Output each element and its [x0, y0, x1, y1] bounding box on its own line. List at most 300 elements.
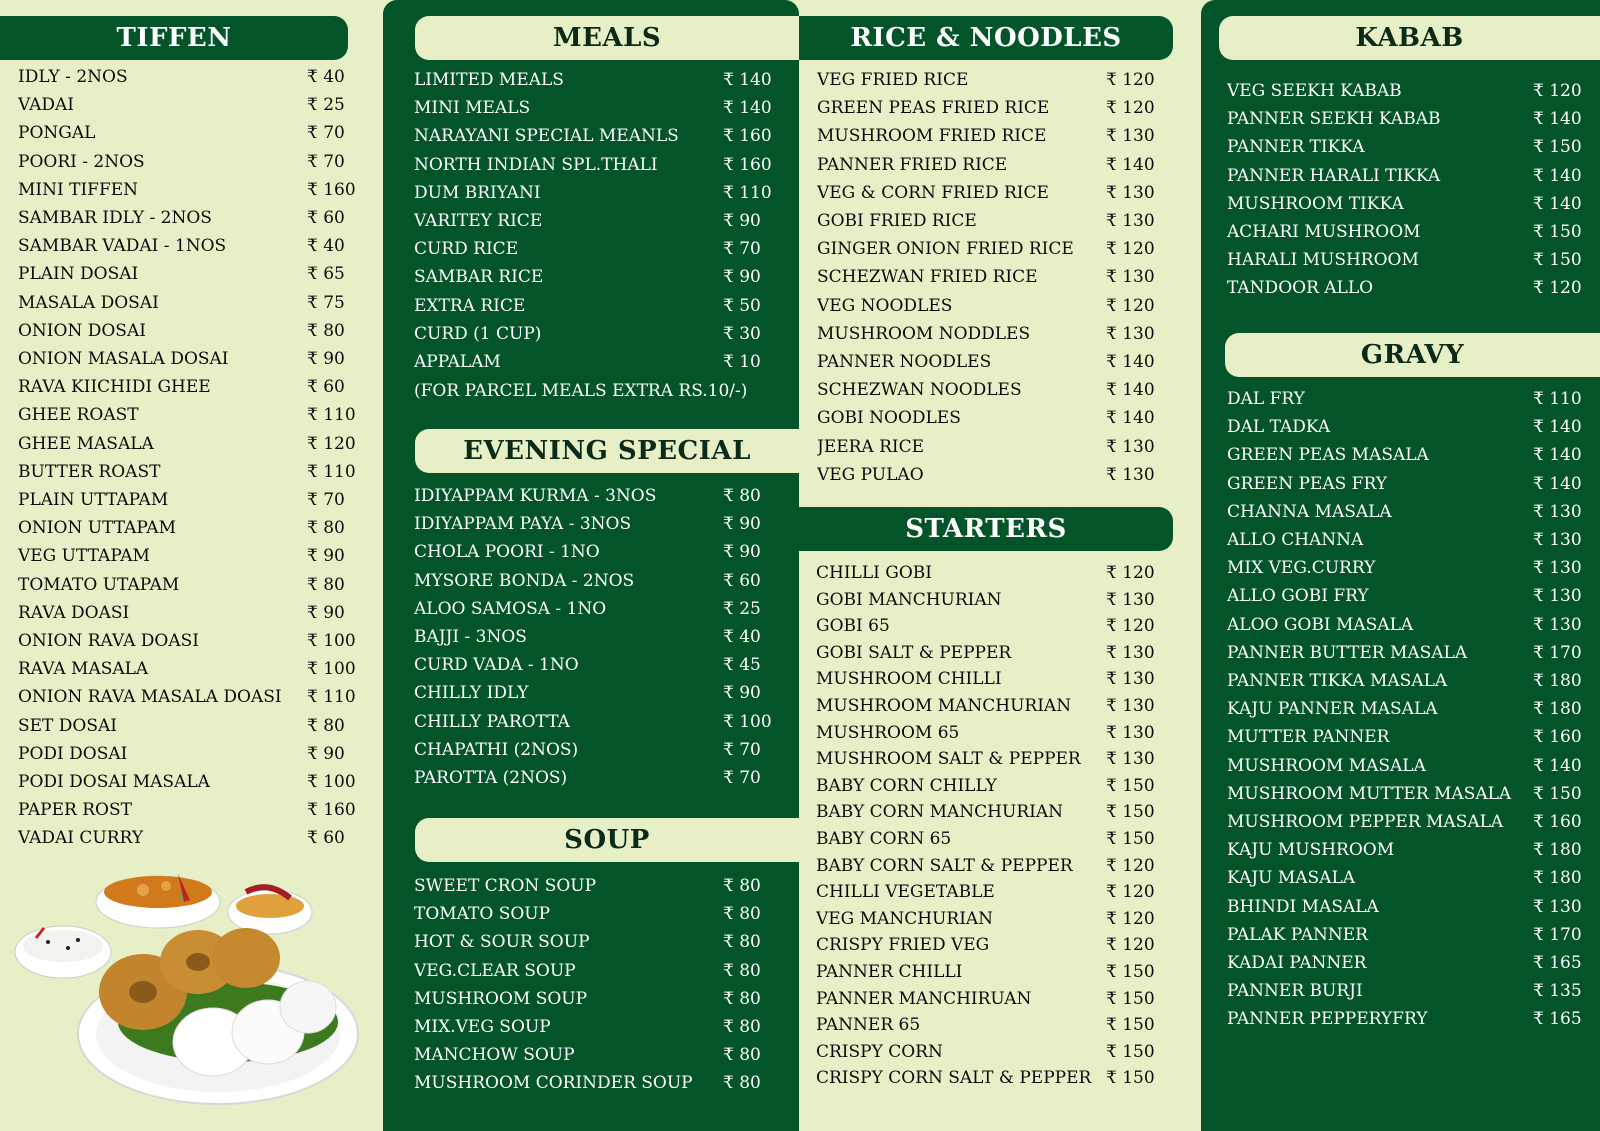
menu-item [414, 68, 779, 92]
menu-item-name: VEG PULAO [817, 464, 924, 485]
menu-item-name: PANNER BURJI [1227, 981, 1363, 1002]
menu-item-name: MUSHROOM SOUP [414, 988, 588, 1009]
menu-item-price: ₹ 165 [1533, 953, 1582, 973]
menu-item [1227, 584, 1589, 608]
menu-item-price: ₹ 100 [307, 772, 356, 792]
menu-item-price: ₹ 140 [723, 70, 772, 90]
menu-item [816, 827, 1162, 851]
menu-item-price: ₹ 140 [1533, 755, 1582, 776]
menu-item [817, 124, 1162, 148]
menu-item-name: DUM BRIYANI [414, 182, 541, 203]
menu-item [816, 880, 1162, 904]
menu-item-price: ₹ 130 [1106, 589, 1155, 610]
menu-item-price: ₹ 120 [1106, 98, 1155, 119]
gravy-list [1227, 387, 1589, 1037]
menu-item-price: ₹ 140 [1533, 193, 1582, 214]
menu-item-name: RAVA MASALA [18, 659, 149, 680]
menu-item-name: MYSORE BONDA - 2NOS [414, 570, 635, 591]
menu-item-name: GREEN PEAS MASALA [1227, 445, 1429, 466]
menu-item-name: CURD (1 CUP) [414, 323, 542, 344]
menu-item [414, 1043, 779, 1067]
menu-item [18, 629, 363, 653]
menu-item-name: RAVA KIICHIDI GHEE [18, 377, 211, 398]
menu-item-price: ₹ 80 [723, 486, 761, 506]
idly-vada-plate-icon [8, 862, 360, 1112]
menu-item [816, 641, 1162, 665]
menu-item-name: SET DOSAI [18, 715, 118, 736]
menu-item-price: ₹ 130 [1106, 267, 1155, 288]
menu-item [1227, 248, 1589, 272]
menu-item-price: ₹ 140 [1533, 165, 1582, 186]
menu-item-price: ₹ 130 [1533, 530, 1582, 550]
menu-item [1227, 556, 1589, 580]
menu-item-price: ₹ 140 [1533, 445, 1582, 466]
menu-item-price: ₹ 40 [307, 236, 345, 257]
menu-item-price: ₹ 120 [1106, 616, 1155, 637]
menu-item-name: MASALA DOSAI [18, 292, 159, 313]
menu-item-name: BABY CORN CHILLY [816, 775, 997, 796]
menu-item-price: ₹ 100 [307, 659, 356, 680]
menu-item-price: ₹ 25 [723, 598, 761, 619]
menu-item-price: ₹ 80 [723, 1045, 761, 1066]
menu-item [18, 403, 363, 427]
menu-item [18, 460, 363, 484]
menu-item [816, 694, 1162, 718]
menu-item [18, 262, 363, 286]
menu-item-name: MUSHROOM TIKKA [1227, 193, 1404, 214]
menu-item [816, 667, 1162, 691]
menu-item [414, 153, 779, 177]
menu-item [1227, 951, 1589, 975]
menu-item-price: ₹ 135 [1533, 981, 1582, 1002]
menu-item-price: ₹ 90 [307, 349, 345, 369]
menu-item [816, 1040, 1162, 1064]
menu-item-name: PAROTTA (2NOS) [414, 768, 568, 788]
menu-item-price: ₹ 160 [307, 179, 356, 200]
menu-item [817, 96, 1162, 120]
menu-item [18, 770, 363, 794]
menu-item [1227, 669, 1589, 693]
menu-item-price: ₹ 90 [307, 546, 345, 567]
menu-item-name: MUSHROOM MASALA [1227, 755, 1426, 776]
menu-item-price: ₹ 50 [723, 295, 761, 316]
menu-item-name: ALOO GOBI MASALA [1227, 614, 1414, 635]
menu-item-name: PANNER BUTTER MASALA [1227, 642, 1468, 663]
menu-item [1227, 79, 1589, 103]
menu-item-price: ₹ 160 [723, 154, 772, 175]
menu-item-price: ₹ 180 [1533, 868, 1582, 889]
menu-item-name: VEG & CORN FRIED RICE [817, 182, 1049, 203]
menu-item-price: ₹ 80 [723, 876, 761, 896]
menu-item-price: ₹ 80 [723, 904, 761, 925]
menu-item [18, 685, 363, 709]
menu-item [414, 653, 779, 677]
menu-item [816, 987, 1162, 1011]
menu-item-price: ₹ 160 [1533, 812, 1582, 832]
menu-item-price: ₹ 60 [723, 570, 761, 591]
menu-item-name: PANNER NOODLES [817, 352, 992, 372]
menu-item-name: CURD VADA - 1NO [414, 655, 579, 676]
menu-item-name: HARALI MUSHROOM [1227, 250, 1419, 271]
menu-item [816, 721, 1162, 745]
menu-item-price: ₹ 140 [1533, 473, 1582, 494]
menu-item-name: PODI DOSAI [18, 743, 128, 764]
menu-item [1227, 838, 1589, 862]
menu-item-name: CHILLI GOBI [816, 563, 932, 583]
menu-item-price: ₹ 110 [1533, 389, 1582, 409]
menu-item-name: CRISPY CORN [816, 1041, 943, 1062]
menu-item [1227, 276, 1589, 300]
menu-item [1227, 725, 1589, 749]
menu-item [1227, 613, 1589, 637]
menu-item-price: ₹ 80 [723, 960, 761, 981]
menu-item-price: ₹ 150 [1533, 222, 1582, 242]
menu-item [414, 930, 779, 954]
menu-item-name: CHILLY PAROTTA [414, 711, 570, 732]
menu-item-price: ₹ 160 [723, 126, 772, 147]
menu-item-price: ₹ 80 [307, 320, 345, 341]
menu-item [414, 237, 779, 261]
menu-item-price: ₹ 40 [307, 67, 345, 87]
menu-item-price: ₹ 30 [723, 323, 761, 344]
menu-item-price: ₹ 140 [1533, 417, 1582, 438]
rice-noodles-header: RICE & NOODLES [799, 16, 1173, 60]
menu-item-price: ₹ 120 [1106, 563, 1155, 583]
menu-item [18, 347, 363, 371]
menu-item [1227, 472, 1589, 496]
starters-header: STARTERS [799, 507, 1173, 551]
menu-item-price: ₹ 90 [723, 683, 761, 704]
menu-item-name: VEG FRIED RICE [817, 70, 969, 90]
menu-item [414, 209, 779, 233]
menu-item [18, 93, 363, 117]
menu-item [1227, 754, 1589, 778]
menu-item-price: ₹ 120 [1106, 908, 1155, 929]
menu-item [1227, 415, 1589, 439]
menu-item-name: VEG UTTAPAM [18, 546, 150, 567]
menu-item-name: PANNER MANCHIRUAN [816, 988, 1032, 1009]
menu-item-name: CHOLA POORI - 1NO [414, 542, 600, 563]
menu-item-name: MIX.VEG SOUP [414, 1017, 551, 1037]
menu-item [816, 614, 1162, 638]
menu-item-name: VEG NOODLES [817, 295, 953, 316]
menu-item-name: BABY CORN MANCHURIAN [816, 802, 1063, 823]
menu-item-price: ₹ 150 [1533, 137, 1582, 158]
menu-item [817, 406, 1162, 430]
menu-item-name: SAMBAR RICE [414, 267, 544, 288]
menu-item-name: NORTH INDIAN SPL.THALI [414, 154, 658, 175]
menu-item [414, 959, 779, 983]
menu-item [18, 121, 363, 145]
menu-item-price: ₹ 150 [1533, 250, 1582, 271]
menu-item-price: ₹ 65 [307, 264, 345, 285]
menu-item-name: IDIYAPPAM KURMA - 3NOS [414, 486, 657, 506]
menu-item-name: BABY CORN 65 [816, 829, 952, 849]
menu-item-price: ₹ 110 [307, 461, 356, 482]
menu-item-price: ₹ 80 [307, 715, 345, 736]
menu-item [18, 516, 363, 540]
menu-item [414, 766, 779, 790]
menu-item-name: KADAI PANNER [1227, 953, 1367, 973]
menu-item-price: ₹ 130 [1533, 614, 1582, 635]
menu-item [18, 798, 363, 822]
menu-item-name: VEG.CLEAR SOUP [414, 960, 576, 981]
menu-item-price: ₹ 70 [723, 739, 761, 760]
menu-item-price: ₹ 150 [1106, 962, 1155, 982]
menu-item-name: GREEN PEAS FRIED RICE [817, 98, 1050, 119]
meals-list [414, 68, 779, 378]
menu-item [18, 65, 363, 89]
menu-item-price: ₹ 130 [1106, 464, 1155, 485]
menu-item-name: BAJJI - 3NOS [414, 627, 527, 647]
menu-item [817, 68, 1162, 92]
menu-item-name: BABY CORN SALT & PEPPER [816, 855, 1073, 876]
menu-item-price: ₹ 150 [1106, 802, 1155, 823]
menu-item-price: ₹ 120 [307, 433, 356, 454]
menu-item-name: VEG MANCHURIAN [816, 908, 994, 929]
menu-item-name: CHAPATHI (2NOS) [414, 739, 579, 760]
menu-item [18, 544, 363, 568]
menu-item-price: ₹ 80 [307, 518, 345, 539]
menu-item-name: GOBI 65 [816, 616, 890, 637]
menu-item-price: ₹ 80 [723, 988, 761, 1009]
menu-item [1227, 697, 1589, 721]
menu-item-name: GHEE MASALA [18, 433, 154, 454]
menu-item-name: DAL FRY [1227, 389, 1305, 409]
menu-item-name: CRISPY FRIED VEG [816, 935, 990, 956]
menu-item [414, 484, 779, 508]
menu-item-price: ₹ 140 [1106, 380, 1155, 401]
menu-item-name: APPALAM [414, 352, 501, 372]
menu-item-name: PANNER HARALI TIKKA [1227, 165, 1441, 186]
menu-item [816, 960, 1162, 984]
menu-item-price: ₹ 180 [1533, 699, 1582, 720]
menu-item [1227, 443, 1589, 467]
menu-item-name: PLAIN DOSAI [18, 264, 139, 285]
menu-item [18, 742, 363, 766]
kabab-header: KABAB [1219, 16, 1600, 60]
gravy-header: GRAVY [1225, 333, 1600, 377]
menu-item-name: PANNER SEEKH KABAB [1227, 109, 1441, 130]
menu-item-name: MUSHROOM NODDLES [817, 323, 1031, 344]
evening-special-header: EVENING SPECIAL [415, 429, 799, 473]
menu-item [817, 294, 1162, 318]
menu-item-name: MINI MEALS [414, 98, 531, 119]
menu-item-name: PANNER PEPPERYFRY [1227, 1009, 1428, 1030]
starters-list [816, 561, 1162, 1101]
menu-item-name: JEERA RICE [817, 436, 925, 457]
menu-item [816, 933, 1162, 957]
menu-item [414, 681, 779, 705]
meals-header: MEALS [415, 16, 799, 60]
menu-item-price: ₹ 130 [1106, 722, 1155, 743]
menu-item [816, 800, 1162, 824]
menu-item-name: CHANNA MASALA [1227, 501, 1392, 522]
menu-item [18, 826, 363, 850]
tiffen-header: TIFFEN [0, 16, 348, 60]
menu-item [414, 710, 779, 734]
menu-item-price: ₹ 140 [1106, 352, 1155, 372]
menu-item [414, 350, 779, 374]
menu-item [1227, 895, 1589, 919]
menu-item [1227, 192, 1589, 216]
menu-item [414, 512, 779, 536]
menu-item-price: ₹ 160 [307, 800, 356, 821]
menu-item-price: ₹ 70 [307, 123, 345, 144]
menu-item [414, 96, 779, 120]
menu-item-price: ₹ 120 [1533, 278, 1582, 299]
menu-item-price: ₹ 130 [1106, 182, 1155, 203]
menu-item-price: ₹ 120 [1106, 295, 1155, 316]
menu-item [18, 657, 363, 681]
menu-item [1227, 220, 1589, 244]
menu-item-price: ₹ 45 [723, 655, 761, 676]
menu-item-price: ₹ 130 [1533, 558, 1582, 579]
menu-item [1227, 810, 1589, 834]
menu-item [1227, 641, 1589, 665]
menu-item-name: ACHARI MUSHROOM [1227, 222, 1421, 242]
menu-item-price: ₹ 80 [723, 932, 761, 953]
menu-item [816, 747, 1162, 771]
menu-item-name: MIX VEG.CURRY [1227, 558, 1376, 579]
menu-item-name: BHINDI MASALA [1227, 896, 1379, 917]
menu-item-name: KAJU PANNER MASALA [1227, 699, 1438, 720]
menu-item [18, 375, 363, 399]
menu-item-name: PLAIN UTTAPAM [18, 490, 169, 510]
menu-item-price: ₹ 150 [1106, 829, 1155, 849]
menu-item-price: ₹ 40 [723, 627, 761, 647]
menu-item-price: ₹ 80 [723, 1017, 761, 1037]
menu-item-name: LIMITED MEALS [414, 70, 564, 90]
menu-item [817, 181, 1162, 205]
menu-item-price: ₹ 130 [1106, 642, 1155, 663]
menu-item-name: POORI - 2NOS [18, 151, 145, 172]
menu-item-name: ONION MASALA DOSAI [18, 349, 229, 369]
menu-item [18, 178, 363, 202]
menu-item-price: ₹ 70 [307, 490, 345, 510]
menu-item-name: PODI DOSAI MASALA [18, 772, 210, 792]
menu-item-price: ₹ 130 [1106, 211, 1155, 231]
menu-item-price: ₹ 130 [1106, 436, 1155, 457]
menu-item-name: EXTRA RICE [414, 295, 526, 316]
menu-item-price: ₹ 150 [1106, 1015, 1155, 1036]
menu-item [816, 1013, 1162, 1037]
menu-item [414, 1071, 779, 1095]
menu-item-price: ₹ 90 [723, 211, 761, 231]
menu-item [18, 432, 363, 456]
menu-item-price: ₹ 180 [1533, 671, 1582, 691]
menu-item-price: ₹ 90 [723, 542, 761, 563]
menu-item-price: ₹ 60 [307, 828, 345, 849]
menu-item-price: ₹ 100 [307, 631, 356, 651]
menu-item-price: ₹ 60 [307, 208, 345, 228]
menu-item [414, 265, 779, 289]
menu-item [817, 322, 1162, 346]
meals-parcel-note: (FOR PARCEL MEALS EXTRA RS.10/-) [414, 381, 748, 401]
menu-item [1227, 979, 1589, 1003]
menu-item-name: ONION DOSAI [18, 320, 146, 341]
menu-item-name: CURD RICE [414, 239, 519, 260]
menu-item-price: ₹ 80 [307, 574, 345, 595]
menu-item [414, 902, 779, 926]
menu-item-name: PANNER FRIED RICE [817, 154, 1008, 175]
menu-item [1227, 782, 1589, 806]
menu-item [414, 987, 779, 1011]
menu-item [18, 488, 363, 512]
menu-item-name: PANNER TIKKA [1227, 137, 1365, 158]
menu-item-name: MINI TIFFEN [18, 179, 139, 200]
menu-item [414, 874, 779, 898]
menu-item-price: ₹ 150 [1106, 1041, 1155, 1062]
menu-item [817, 463, 1162, 487]
menu-item [414, 1015, 779, 1039]
menu-item-price: ₹ 100 [723, 711, 772, 732]
menu-item-name: RAVA DOASI [18, 602, 130, 623]
menu-item [1227, 528, 1589, 552]
menu-item [817, 265, 1162, 289]
menu-item-price: ₹ 90 [307, 602, 345, 623]
menu-item-price: ₹ 160 [1533, 727, 1582, 748]
menu-item-name: GOBI SALT & PEPPER [816, 642, 1012, 663]
menu-item-name: ONION RAVA MASALA DOASI [18, 687, 282, 708]
menu-item-price: ₹ 120 [1533, 81, 1582, 101]
menu-item [18, 206, 363, 230]
menu-item-price: ₹ 130 [1106, 669, 1155, 690]
menu-item-price: ₹ 90 [307, 743, 345, 764]
menu-item-name: CHILLY IDLY [414, 683, 529, 704]
menu-item-name: SCHEZWAN NOODLES [817, 380, 1022, 401]
menu-item [414, 294, 779, 318]
menu-item [817, 209, 1162, 233]
menu-item-name: DAL TADKA [1227, 417, 1331, 438]
menu-item-name: KAJU MASALA [1227, 868, 1356, 889]
menu-item-name: MUSHROOM 65 [816, 722, 960, 743]
menu-item-name: CHILLI VEGETABLE [816, 882, 995, 903]
menu-item [1227, 164, 1589, 188]
menu-item-name: ONION RAVA DOASI [18, 631, 199, 651]
menu-item-name: GOBI NOODLES [817, 408, 961, 429]
menu-item-name: MUTTER PANNER [1227, 727, 1390, 748]
menu-item [18, 601, 363, 625]
menu-item-name: KAJU MUSHROOM [1227, 840, 1395, 861]
menu-item-name: MUSHROOM MUTTER MASALA [1227, 783, 1512, 804]
menu-item-price: ₹ 150 [1106, 775, 1155, 796]
menu-item-name: SAMBAR VADAI - 1NOS [18, 236, 227, 257]
menu-item [414, 124, 779, 148]
menu-item [1227, 500, 1589, 524]
menu-item [414, 597, 779, 621]
kabab-list [1227, 79, 1589, 309]
evening-special-list [414, 484, 779, 796]
menu-item [1227, 866, 1589, 890]
menu-item-name: NARAYANI SPECIAL MEANLS [414, 126, 679, 147]
menu-item [816, 1066, 1162, 1090]
menu-item-name: ALOO SAMOSA - 1NO [414, 598, 607, 619]
menu-item [817, 378, 1162, 402]
menu-item [18, 150, 363, 174]
menu-item [1227, 135, 1589, 159]
menu-item [1227, 1007, 1589, 1031]
menu-item [414, 181, 779, 205]
menu-item-price: ₹ 140 [1533, 109, 1582, 130]
menu-item-price: ₹ 110 [307, 687, 356, 708]
menu-item-name: PALAK PANNER [1227, 924, 1368, 945]
menu-item-name: GREEN PEAS FRY [1227, 473, 1387, 494]
menu-item-price: ₹ 140 [1106, 154, 1155, 175]
menu-item-price: ₹ 25 [307, 95, 345, 116]
menu-item-name: PANNER TIKKA MASALA [1227, 671, 1448, 691]
menu-item-name: ALLO GOBI FRY [1227, 586, 1369, 607]
